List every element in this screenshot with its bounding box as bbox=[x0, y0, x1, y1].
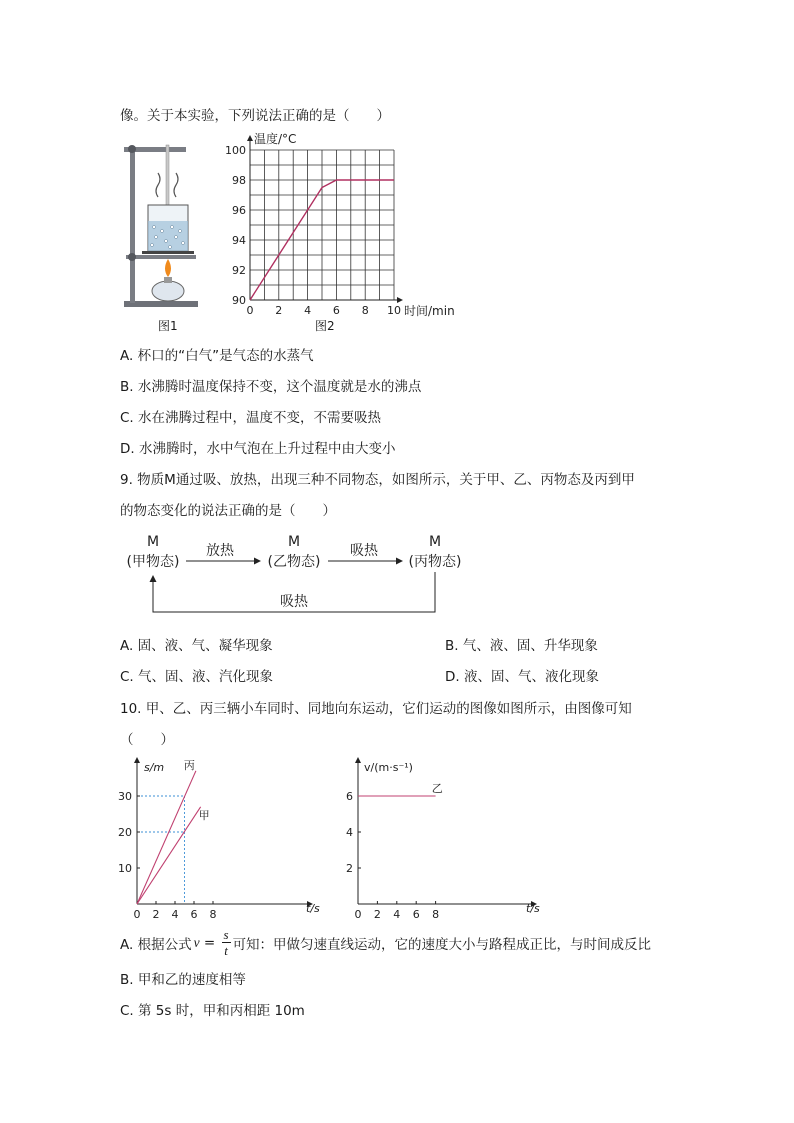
q10-option-a bbox=[120, 928, 651, 957]
formula-v: v bbox=[193, 934, 200, 950]
fig2-ylabel: 温度/°C bbox=[254, 132, 297, 146]
x-tick-label: 4 bbox=[171, 908, 179, 921]
experiment-apparatus-figure bbox=[120, 135, 210, 315]
q10-stem-line1: 10. 甲、乙、丙三辆小车同时、同地向东运动，它们运动的图像如图所示，由图像可知 bbox=[120, 701, 632, 717]
x-tick-label: 8 bbox=[432, 908, 440, 921]
x-tick-label: 0 bbox=[354, 908, 362, 921]
formula-fraction bbox=[222, 928, 231, 957]
y-tick-label: 90 bbox=[232, 294, 246, 307]
q10-option-c: C. 第 5s 时，甲和丙相距 10m bbox=[120, 1003, 305, 1019]
state-yi-m: M bbox=[287, 534, 301, 550]
x-tick-label: 2 bbox=[275, 304, 283, 317]
y-tick-label: 10 bbox=[118, 862, 132, 875]
st-label-bing: 丙 bbox=[183, 758, 195, 772]
fig2-xlabel: 时间/min bbox=[404, 304, 455, 318]
x-tick-label: 6 bbox=[412, 908, 420, 921]
y-tick-label: 94 bbox=[232, 234, 246, 247]
y-tick-label: 100 bbox=[225, 144, 246, 157]
q10-stem-line2: （ ） bbox=[120, 732, 174, 748]
fig2-caption: 图2 bbox=[315, 319, 335, 333]
q8-option-c: C. 水在沸腾过程中，温度不变，不需要吸热 bbox=[120, 410, 382, 426]
state-jia-m: M bbox=[146, 534, 160, 550]
velocity-time-chart bbox=[330, 752, 550, 922]
state-change-diagram bbox=[110, 530, 480, 618]
x-tick-label: 8 bbox=[209, 908, 217, 921]
x-tick-label: 0 bbox=[246, 304, 254, 317]
state-bing: (丙物态) bbox=[408, 554, 462, 570]
x-tick-label: 6 bbox=[190, 908, 198, 921]
st-xlabel: t/s bbox=[306, 902, 320, 915]
y-tick-label: 6 bbox=[346, 790, 353, 803]
x-tick-label: 2 bbox=[152, 908, 160, 921]
q9-stem-line2: 的物态变化的说法正确的是（ ） bbox=[120, 503, 336, 519]
st-label-jia: 甲 bbox=[198, 808, 210, 822]
alcohol-lamp bbox=[152, 281, 184, 301]
q9-option-b: B. 气、液、固、升华现象 bbox=[445, 638, 598, 654]
vt-ylabel: v/(m·s⁻¹) bbox=[364, 761, 413, 774]
state-bing-m: M bbox=[428, 534, 442, 550]
q8-option-a: A. 杯口的“白气”是气态的水蒸气 bbox=[120, 348, 314, 364]
state-jia: (甲物态) bbox=[126, 554, 180, 570]
x-tick-label: 4 bbox=[304, 304, 312, 317]
x-tick-label: 10 bbox=[387, 304, 401, 317]
y-tick-label: 96 bbox=[232, 204, 246, 217]
q8-option-d: D. 水沸腾时，水中气泡在上升过程中由大变小 bbox=[120, 441, 396, 457]
y-tick-label: 92 bbox=[232, 264, 246, 277]
q9-stem-line1: 9. 物质M通过吸、放热，出现三种不同物态，如图所示，关于甲、乙、丙物态及丙到甲 bbox=[120, 472, 635, 488]
q8-option-b: B. 水沸腾时温度保持不变，这个温度就是水的沸点 bbox=[120, 379, 422, 395]
state-yi: (乙物态) bbox=[267, 554, 321, 570]
arrow1-label: 放热 bbox=[206, 543, 234, 559]
stand-base bbox=[124, 301, 198, 307]
y-tick-label: 98 bbox=[232, 174, 246, 187]
formula-denominator: t bbox=[224, 943, 228, 958]
q10-option-b: B. 甲和乙的速度相等 bbox=[120, 972, 246, 988]
x-tick-label: 0 bbox=[133, 908, 141, 921]
arrow-back-label: 吸热 bbox=[280, 594, 308, 610]
x-tick-label: 6 bbox=[332, 304, 340, 317]
vt-label-yi: 乙 bbox=[431, 782, 443, 795]
q9-option-c: C. 气、固、液、汽化现象 bbox=[120, 669, 274, 685]
vt-xlabel: t/s bbox=[526, 902, 540, 915]
q8-stem: 像。关于本实验，下列说法正确的是（ ） bbox=[120, 108, 390, 124]
x-tick-label: 8 bbox=[361, 304, 369, 317]
q10-option-a-text: 可知：甲做匀速直线运动，它的速度大小与路程成正比，与时间成反比 bbox=[232, 936, 652, 953]
x-tick-label: 2 bbox=[373, 908, 381, 921]
y-tick-label: 2 bbox=[346, 862, 353, 875]
y-tick-label: 4 bbox=[346, 826, 353, 839]
line-bing bbox=[137, 771, 196, 904]
temperature-time-chart bbox=[222, 128, 472, 320]
q10-option-a-prefix: A. 根据公式 bbox=[120, 936, 192, 953]
line-jia bbox=[137, 807, 201, 904]
distance-time-chart bbox=[112, 752, 327, 922]
x-tick-label: 4 bbox=[393, 908, 401, 921]
q9-option-d: D. 液、固、气、液化现象 bbox=[445, 669, 599, 685]
arrow2-label: 吸热 bbox=[350, 543, 378, 559]
y-tick-label: 30 bbox=[118, 790, 132, 803]
flame-icon bbox=[165, 259, 171, 277]
fig1-caption: 图1 bbox=[158, 319, 178, 333]
q9-option-a: A. 固、液、气、凝华现象 bbox=[120, 638, 273, 654]
st-ylabel: s/m bbox=[144, 761, 165, 774]
stand-rod bbox=[130, 147, 135, 303]
formula-numerator: s bbox=[223, 927, 229, 942]
formula-equals: = bbox=[199, 934, 220, 951]
y-tick-label: 20 bbox=[118, 826, 132, 839]
